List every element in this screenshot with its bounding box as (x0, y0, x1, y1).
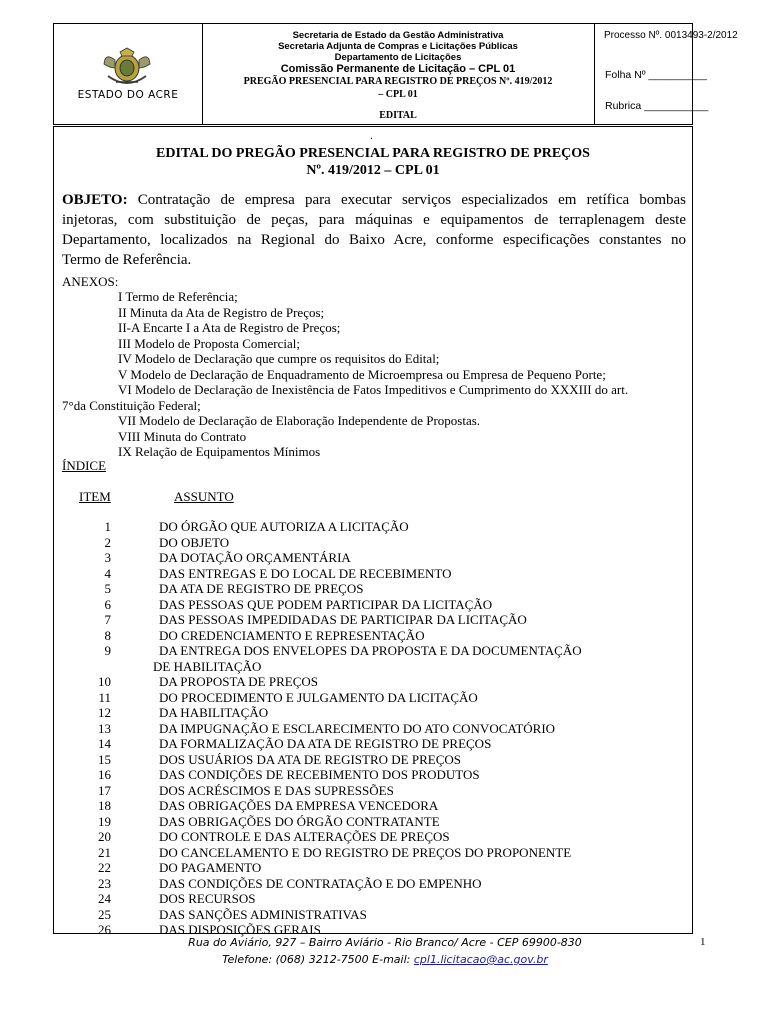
footer-phone: Telefone: (068) 3212-7500 E-mail: (222, 953, 414, 966)
indice-item-subject: DA FORMALIZAÇÃO DA ATA DE REGISTRO DE PREÇOS (159, 736, 492, 751)
anexo-item: VIII Minuta do Contrato (118, 429, 247, 444)
footer-contact (0, 953, 770, 966)
indice-item-subject: DA PROPOSTA DE PREÇOS (159, 674, 318, 689)
indice-col-item: ITEM (79, 489, 111, 504)
indice-item-number: 16 (98, 767, 111, 782)
anexo-item: VII Modelo de Declaração de Elaboração Independente de Propostas. (118, 413, 481, 428)
indice-item-number: 7 (104, 612, 111, 627)
indice-item-subject: DO CANCELAMENTO E DO REGISTRO DE PREÇOS DO PROPONENTE (159, 844, 572, 860)
indice-item-subject: DOS RECURSOS (159, 891, 256, 906)
document-title-line-1: EDITAL DO PREGÃO PRESENCIAL PARA REGISTRO DE PREÇOS (156, 146, 590, 161)
emblem-caption: ESTADO DO ACRE (77, 89, 179, 101)
indice-item-number: 13 (98, 720, 111, 736)
anexo-item: II-A Encarte I a Ata de Registro de Preços; (118, 320, 341, 335)
objeto-line-3: Departamento, localizados na Regional do Baixo Acre, conforme especificações constantes no (62, 232, 686, 248)
anexos-label: ANEXOS: (62, 274, 119, 289)
indice-item-subject: DO PROCEDIMENTO E JULGAMENTO DA LICITAÇÃO (159, 689, 478, 705)
anexo-item: IX Relação de Equipamentos Mínimos (118, 444, 321, 459)
document-title-line-2: Nº. 419/2012 – CPL 01 (306, 163, 440, 178)
org-line-3: Departamento de Licitações (334, 52, 462, 63)
indice-item-number: 4 (104, 565, 111, 581)
edital-label: EDITAL (379, 110, 417, 121)
document-header (53, 23, 738, 125)
indice-item-number: 21 (98, 844, 111, 860)
indice-item-number: 23 (98, 875, 111, 891)
indice-item-number: 26 (98, 922, 111, 937)
anexo-item: 7°da Constituição Federal; (62, 398, 201, 413)
anexo-item: III Modelo de Proposta Comercial; (118, 336, 300, 351)
footer-email-link[interactable]: cpl1.licitacao@ac.gov.br (413, 953, 548, 966)
anexo-item: V Modelo de Declaração de Enquadramento de Microempresa ou Empresa de Pequeno Porte; (118, 367, 606, 382)
indice-item-subject: DA IMPUGNAÇÃO E ESCLARECIMENTO DO ATO CONVOCATÓRIO (159, 720, 556, 736)
indice-item-number: 22 (98, 860, 111, 875)
page-number: 1 (700, 936, 706, 948)
indice-item-subject: DAS DISPOSIÇÕES GERAIS (159, 922, 321, 937)
folha-field: Folha Nº __________ (605, 69, 707, 81)
emblem-cell (54, 24, 203, 124)
objeto-paragraph (62, 190, 686, 270)
acre-coat-of-arms-icon (102, 46, 152, 92)
indice-heading: ÍNDICE (62, 458, 107, 473)
indice-item-subject: DAS OBRIGAÇÕES DA EMPRESA VENCEDORA (159, 798, 439, 813)
anexo-item: II Minuta da Ata de Registro de Preços; (118, 305, 325, 320)
indice-item-number: 2 (104, 534, 111, 550)
indice-col-assunto: ASSUNTO (174, 489, 234, 504)
anexo-item: VI Modelo de Declaração de Inexistência de Fatos Impeditivos e Cumprimento do XXXIII do art. (118, 382, 629, 397)
rubrica-field: Rubrica ___________ (605, 100, 709, 112)
indice-item-number: 17 (98, 782, 111, 798)
stray-dot: . (370, 128, 373, 142)
indice-item-number: 10 (98, 674, 111, 689)
indice-item-number: 8 (104, 627, 111, 643)
indice-item-subject: DO CONTROLE E DAS ALTERAÇÕES DE PREÇOS (159, 829, 450, 844)
indice-item-subject: DAS OBRIGAÇÕES DO ÓRGÃO CONTRATANTE (159, 813, 440, 829)
indice-item-number: 12 (98, 705, 111, 720)
indice-item-number: 24 (98, 891, 111, 906)
pregao-title-line-2: – CPL 01 (378, 89, 418, 100)
indice-item-subject: DA HABILITAÇÃO (159, 705, 269, 720)
objeto-line-1: Contratação de empresa para executar serviços especializados em retífica bombas (137, 192, 686, 208)
objeto-line-4: Termo de Referência. (62, 252, 192, 268)
footer-address: Rua do Aviário, 927 – Bairro Aviário - Rio Branco/ Acre - CEP 69900-830 (188, 936, 582, 949)
commission-name: Comissão Permanente de Licitação – CPL 01 (280, 63, 516, 75)
indice-item-subject: DAS CONDIÇÕES DE RECEBIMENTO DOS PRODUTOS (159, 767, 480, 782)
anexo-item: I Termo de Referência; (118, 289, 238, 304)
indice-item-subject: DAS PESSOAS IMPEDIDADAS DE PARTICIPAR DA LICITAÇÃO (159, 612, 527, 627)
indice-item-number: 14 (98, 736, 111, 751)
indice-item-subject: DO CREDENCIAMENTO E REPRESENTAÇÃO (159, 627, 425, 643)
indice-item-subject: DA ENTREGA DOS ENVELOPES DA PROPOSTA E DA DOCUMENTAÇÃO (159, 643, 582, 658)
indice-item-subject: DO ÓRGÃO QUE AUTORIZA A LICITAÇÃO (159, 519, 409, 534)
indice-item-subject: DO PAGAMENTO (159, 860, 262, 875)
org-line-1: Secretaria de Estado da Gestão Administrativa (292, 30, 504, 41)
indice-item-subject: DAS SANÇÕES ADMINISTRATIVAS (159, 906, 367, 922)
anexo-item: IV Modelo de Declaração que cumpre os requisitos do Edital; (118, 351, 440, 366)
processo-number: Processo Nº. 0013493-2/2012 (604, 30, 738, 41)
indice-item-number: 3 (104, 550, 111, 565)
indice-item-number: 25 (98, 906, 111, 922)
objeto-line-2: injetoras, com substituição de peças, para máquinas e equipamentos de terraplenagem deste (62, 212, 686, 228)
control-cell (594, 24, 738, 124)
indice-item-subject: DE HABILITAÇÃO (153, 658, 262, 674)
indice-item-number: 18 (98, 798, 111, 813)
indice-item-subject: DA ATA DE REGISTRO DE PREÇOS (159, 581, 364, 596)
objeto-label: OBJETO: (62, 192, 128, 208)
indice-item-subject: DAS ENTREGAS E DO LOCAL DE RECEBIMENTO (159, 565, 452, 581)
indice-item-subject: DOS ACRÉSCIMOS E DAS SUPRESSÕES (159, 782, 394, 798)
indice-item-number: 20 (98, 829, 111, 844)
indice-item-subject: DAS CONDIÇÕES DE CONTRATAÇÃO E DO EMPENHO (159, 875, 482, 891)
indice-item-number: 19 (98, 813, 111, 829)
indice-item-subject: DA DOTAÇÃO ORÇAMENTÁRIA (159, 550, 351, 565)
org-line-2: Secretaria Adjunta de Compras e Licitações Públicas (278, 41, 518, 52)
indice-item-number: 15 (98, 751, 111, 767)
indice-item-number: 1 (104, 519, 111, 534)
indice-item-number: 5 (104, 581, 111, 596)
indice-item-subject: DO OBJETO (159, 534, 230, 550)
indice-item-subject: DAS PESSOAS QUE PODEM PARTICIPAR DA LICITAÇÃO (159, 596, 493, 612)
indice-item-number: 6 (104, 596, 111, 612)
indice-item-number: 11 (98, 689, 111, 705)
issuer-cell (202, 24, 595, 124)
indice-item-subject: DOS USUÁRIOS DA ATA DE REGISTRO DE PREÇOS (159, 751, 461, 767)
pregao-title-line-1: PREGÃO PRESENCIAL PARA REGISTRO DE PREÇOS Nº. 419/2012 (243, 76, 553, 87)
indice-item-number: 9 (104, 643, 111, 658)
